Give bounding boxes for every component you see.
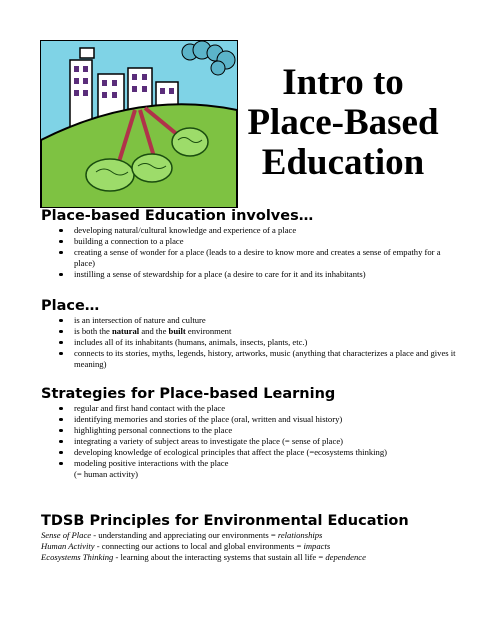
bullet-list xyxy=(41,315,461,370)
title-line-1: Intro to xyxy=(282,62,404,103)
title-line-2: Place-Based xyxy=(247,102,439,143)
item-text: modeling positive interactions with the place xyxy=(74,458,229,468)
list-item: regular and first hand contact with the place xyxy=(41,403,461,414)
list-item: instilling a sense of stewardship for a place (a desire to care for it and its inhabitants) xyxy=(41,269,461,280)
section-strategies xyxy=(41,385,461,480)
list-item xyxy=(41,458,461,480)
document-title xyxy=(238,63,448,183)
item-text: and the xyxy=(139,326,169,336)
city-park-illustration xyxy=(40,40,238,208)
item-text: environment xyxy=(185,326,232,336)
list-item: is an intersection of nature and culture xyxy=(41,315,461,326)
item-text: (= human activity) xyxy=(74,469,139,479)
bold-term-built: built xyxy=(168,326,186,336)
section-heading: Place… xyxy=(41,298,100,314)
principle-term: Sense of Place xyxy=(41,530,92,540)
bullet-list xyxy=(41,225,461,280)
principle-line xyxy=(41,541,461,552)
list-item: developing knowledge of ecological principles that affect the place (=ecosystems thinking) xyxy=(41,447,461,458)
bold-term-natural: natural xyxy=(111,326,140,336)
list-item: building a connection to a place xyxy=(41,236,461,247)
section-place xyxy=(41,297,461,370)
list-item: highlighting personal connections to the place xyxy=(41,425,461,436)
section-heading: Strategies for Place-based Learning xyxy=(41,386,336,402)
list-item: identifying memories and stories of the place (oral, written and visual history) xyxy=(41,414,461,425)
principle-line xyxy=(41,530,461,541)
principle-line xyxy=(41,552,461,563)
list-item: connects to its stories, myths, legends, history, artworks, music (anything that characterizes a place and gives it meaning) xyxy=(41,348,461,370)
item-text: is both the xyxy=(74,326,112,336)
list-item xyxy=(41,326,461,337)
section-heading: Place-based Education involves… xyxy=(41,208,314,224)
principle-key: impacts xyxy=(303,541,331,551)
section-heading: TDSB Principles for Environmental Education xyxy=(41,513,409,529)
principle-term: Ecosystems Thinking xyxy=(41,552,114,562)
principle-desc: - learning about the interacting systems that sustain all life = xyxy=(113,552,326,562)
bullet-list xyxy=(41,403,461,480)
principle-desc: - connecting our actions to local and global environments = xyxy=(94,541,304,551)
list-item: creating a sense of wonder for a place (leads to a desire to know more and creates a sense of empathy for a place) xyxy=(41,247,461,269)
list-item: includes all of its inhabitants (humans, animals, insects, plants, etc.) xyxy=(41,337,461,348)
title-line-3: Education xyxy=(261,142,425,183)
principle-key: dependence xyxy=(325,552,366,562)
list-item: developing natural/cultural knowledge and experience of a place xyxy=(41,225,461,236)
section-tdsb-principles xyxy=(41,512,461,563)
section-place-based-education xyxy=(41,207,461,280)
principle-desc: - understanding and appreciating our environments = xyxy=(91,530,278,540)
principle-key: relationships xyxy=(277,530,323,540)
list-item: integrating a variety of subject areas to investigate the place (= sense of place) xyxy=(41,436,461,447)
principle-term: Human Activity xyxy=(41,541,95,551)
